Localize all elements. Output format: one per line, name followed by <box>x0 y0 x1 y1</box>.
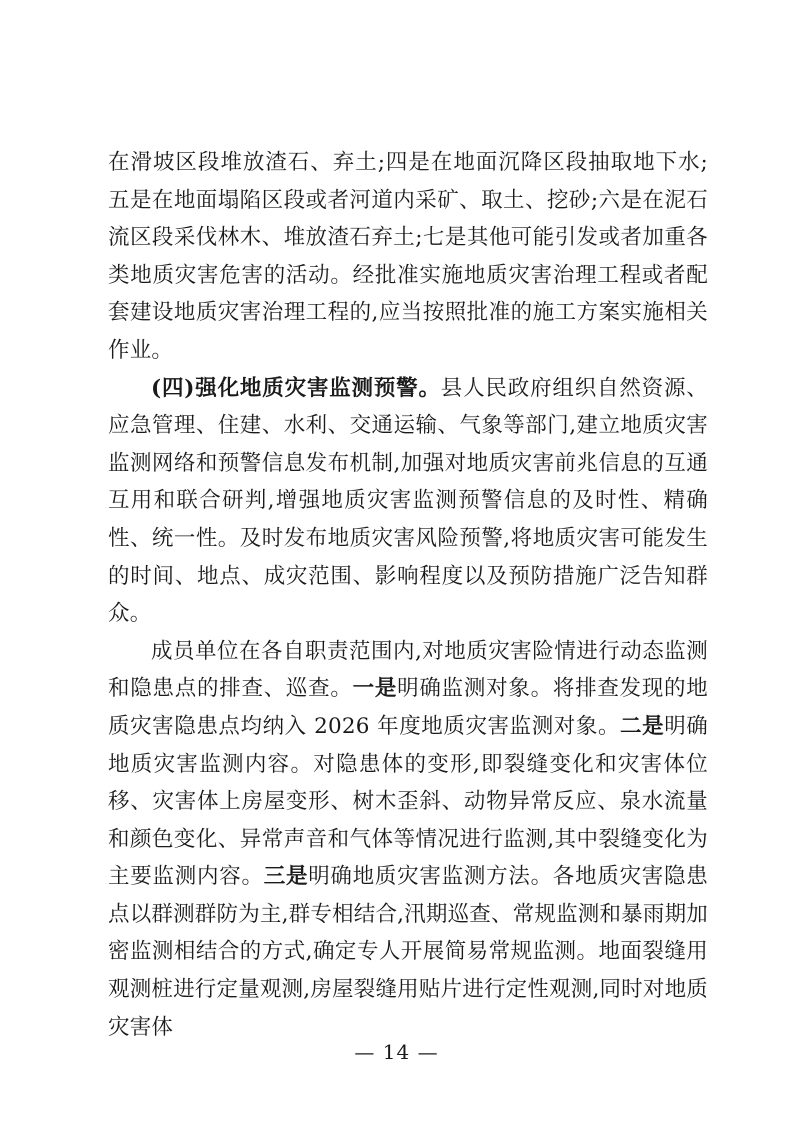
text-segment: 明确地质灾害监测内容。对隐患体的变形,即裂缝变化和灾害体位移、灾害体上房屋变形、树木歪斜、动物异常反应、泉水流量和颜色变化、异常声音和气体等情况进行监测,其中裂缝变化为主要监测内容。 <box>108 713 708 890</box>
paragraph-monitoring-warning <box>108 370 708 633</box>
section-heading: (四)强化地质灾害监测预警。 <box>151 375 441 401</box>
item-marker-two: 二是 <box>620 713 665 739</box>
text-segment: 成员单位在各自职责范围内,对地质灾害险情进行动态监测和隐患点的排查、巡查。 <box>108 638 708 702</box>
paragraph-member-units <box>108 633 708 1047</box>
paragraph-prohibited-activities <box>108 144 708 370</box>
text-segment: 在滑坡区段堆放渣石、弃土;四是在地面沉降区段抽取地下水;五是在地面塌陷区段或者河道内采矿、取土、挖砂;六是在泥石流区段采伐林木、堆放渣石弃土;七是其他可能引发或者加重各类地质灾害危害的活动。经批准实施地质灾害治理工程或者配套建设地质灾害治理工程的,应当按照批准的施工方案实施相关作业。 <box>108 150 708 363</box>
item-marker-one: 一是 <box>352 676 398 702</box>
text-segment: 明确监测对象。将排查发现的地质灾害隐患点均纳入 2026 年度地质灾害监测对象。 <box>108 676 708 739</box>
item-marker-three: 三是 <box>263 864 309 890</box>
page-number: — 14 — <box>354 1040 439 1064</box>
text-segment: 县人民政府组织自然资源、应急管理、住建、水利、交通运输、气象等部门,建立地质灾害监测网络和预警信息发布机制,加强对地质灾害前兆信息的互通互用和联合研判,增强地质灾害监测预警信息的及时性、精确性、统一性。及时发布地质灾害风险预警,将地质灾害可能发生的时间、地点、成灾范围、影响程度以及预防措施广泛告知群众。 <box>108 375 708 627</box>
body-text <box>108 144 708 1046</box>
text-segment: 明确地质灾害监测方法。各地质灾害隐患点以群测群防为主,群专相结合,汛期巡查、常规监测和暴雨期加密监测相结合的方式,确定专人开展简易常规监测。地面裂缝用观测桩进行定量观测,房屋裂缝用贴片进行定性观测,同时对地质灾害体 <box>108 864 708 1040</box>
